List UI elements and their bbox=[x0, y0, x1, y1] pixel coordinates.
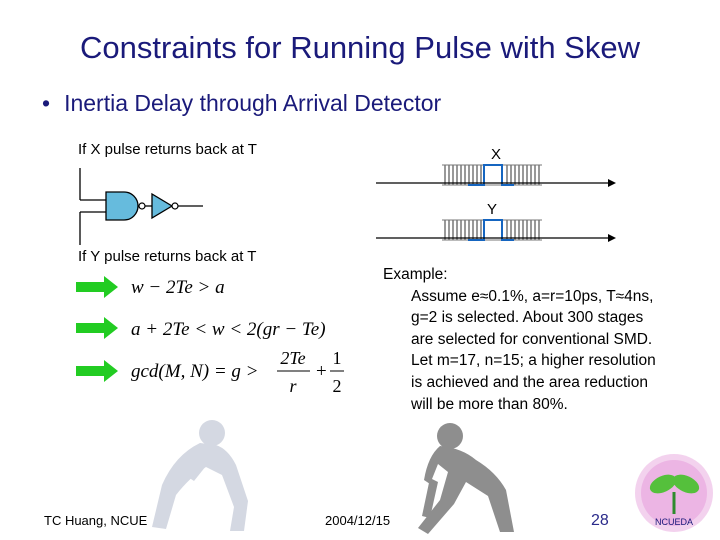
nand-bubble bbox=[139, 203, 145, 209]
equation-2: a + 2Te < w < 2(gr − Te) bbox=[131, 319, 326, 340]
sprinter-left-image bbox=[140, 415, 270, 535]
signal-y-label: Y bbox=[487, 201, 498, 218]
footer-date: 2004/12/15 bbox=[325, 513, 391, 528]
example-heading: Example: bbox=[383, 266, 448, 283]
equation-3-left: gcd(M, N) = g > bbox=[131, 361, 259, 382]
equation-3-frac1-num: 2Te bbox=[280, 348, 306, 368]
logo-text: NCUEDA bbox=[654, 517, 694, 527]
y-hatch bbox=[445, 220, 539, 240]
y-caption: If Y pulse returns back at T bbox=[78, 248, 257, 265]
equation-3-frac1-den: r bbox=[289, 376, 297, 396]
gate-schematic bbox=[70, 160, 220, 252]
nand-gate bbox=[106, 192, 138, 220]
x-caption: If X pulse returns back at T bbox=[78, 141, 257, 158]
x-hatch bbox=[445, 165, 539, 185]
equation-3-frac2-num: 1 bbox=[332, 348, 342, 368]
example-line: are selected for conventional SMD. bbox=[411, 330, 653, 348]
equations bbox=[125, 270, 360, 400]
example-line: Assume e≈0.1%, a=r=10ps, T≈4ns, bbox=[411, 287, 654, 305]
page-number: 28 bbox=[591, 512, 609, 529]
inverter-bubble bbox=[172, 203, 178, 209]
example-block bbox=[383, 264, 708, 415]
slide-title: Constraints for Running Pulse with Skew bbox=[80, 30, 640, 65]
timing-diagram bbox=[376, 140, 616, 250]
green-arrow-2 bbox=[76, 317, 118, 339]
bullet-dot: • bbox=[42, 90, 51, 116]
footer-author: TC Huang, NCUE bbox=[44, 513, 148, 528]
example-line: Let m=17, n=15; a higher resolution bbox=[411, 352, 656, 370]
equation-3-frac2-den: 2 bbox=[332, 376, 342, 396]
ncueda-logo bbox=[633, 452, 715, 534]
arrow-group bbox=[76, 276, 120, 386]
equation-3-plus: + bbox=[316, 361, 327, 382]
example-line: will be more than 80%. bbox=[411, 395, 568, 413]
example-line: g=2 is selected. About 300 stages bbox=[411, 309, 644, 327]
bullet-point bbox=[42, 90, 441, 117]
signal-x-label: X bbox=[491, 146, 502, 163]
example-line: is achieved and the area reduction bbox=[411, 373, 648, 391]
green-arrow-3 bbox=[76, 360, 118, 382]
green-arrow-1 bbox=[76, 276, 118, 298]
equation-1: w − 2Te > a bbox=[131, 277, 225, 298]
bullet-text: Inertia Delay through Arrival Detector bbox=[64, 90, 442, 116]
sprinter-right-image bbox=[400, 420, 540, 540]
inverter-gate bbox=[152, 194, 172, 218]
